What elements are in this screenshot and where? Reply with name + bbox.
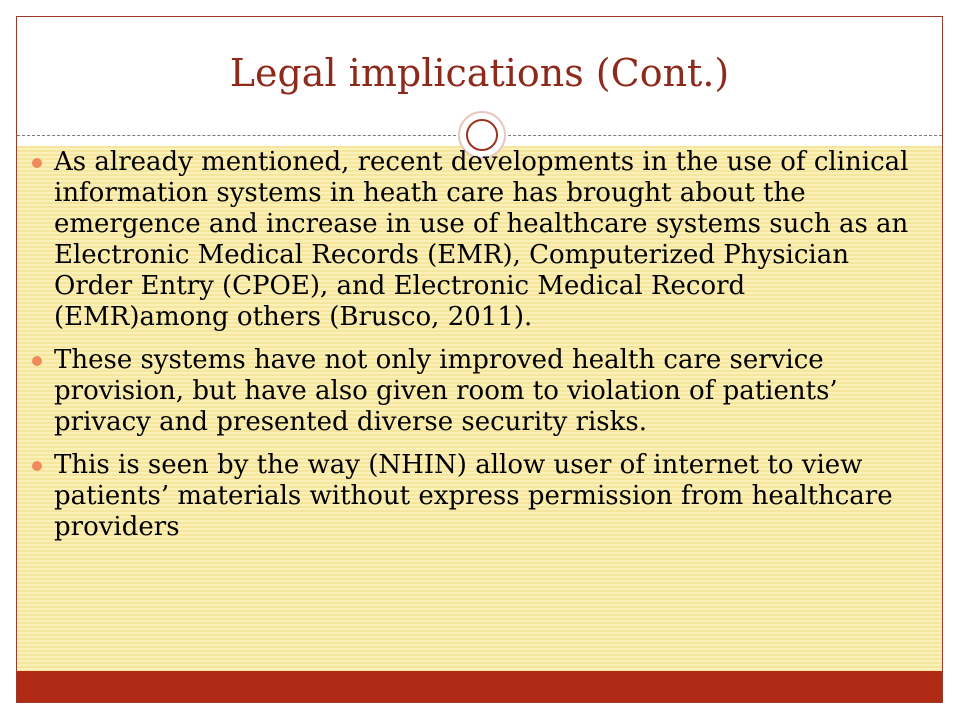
bullet-dot-icon bbox=[32, 158, 42, 168]
bullet-list bbox=[30, 147, 910, 555]
bullet-dot-icon bbox=[32, 356, 42, 366]
bullet-text: As already mentioned, recent developments in the use of clinical information systems in heath care has brought about the emergence and increase in use of healthcare systems such as an Electronic Medical Records (EMR), Computerized Physician Order Entry (CPOE), and Electronic Medical Record (EMR)among others (Brusco, 2011). bbox=[54, 147, 909, 332]
bullet-dot-icon bbox=[32, 461, 42, 471]
slide-title: Legal implications (Cont.) bbox=[229, 51, 730, 95]
bullet-item bbox=[30, 147, 910, 333]
bullet-item bbox=[30, 450, 910, 543]
footer-band bbox=[17, 671, 942, 703]
bullet-text: These systems have not only improved health care service provision, but have also given room to violation of patients’ privacy and presented diverse security risks. bbox=[54, 345, 838, 437]
bullet-item bbox=[30, 345, 910, 438]
bullet-text: This is seen by the way (NHIN) allow user of internet to view patients’ materials without express permission from healthcare providers bbox=[54, 450, 893, 542]
